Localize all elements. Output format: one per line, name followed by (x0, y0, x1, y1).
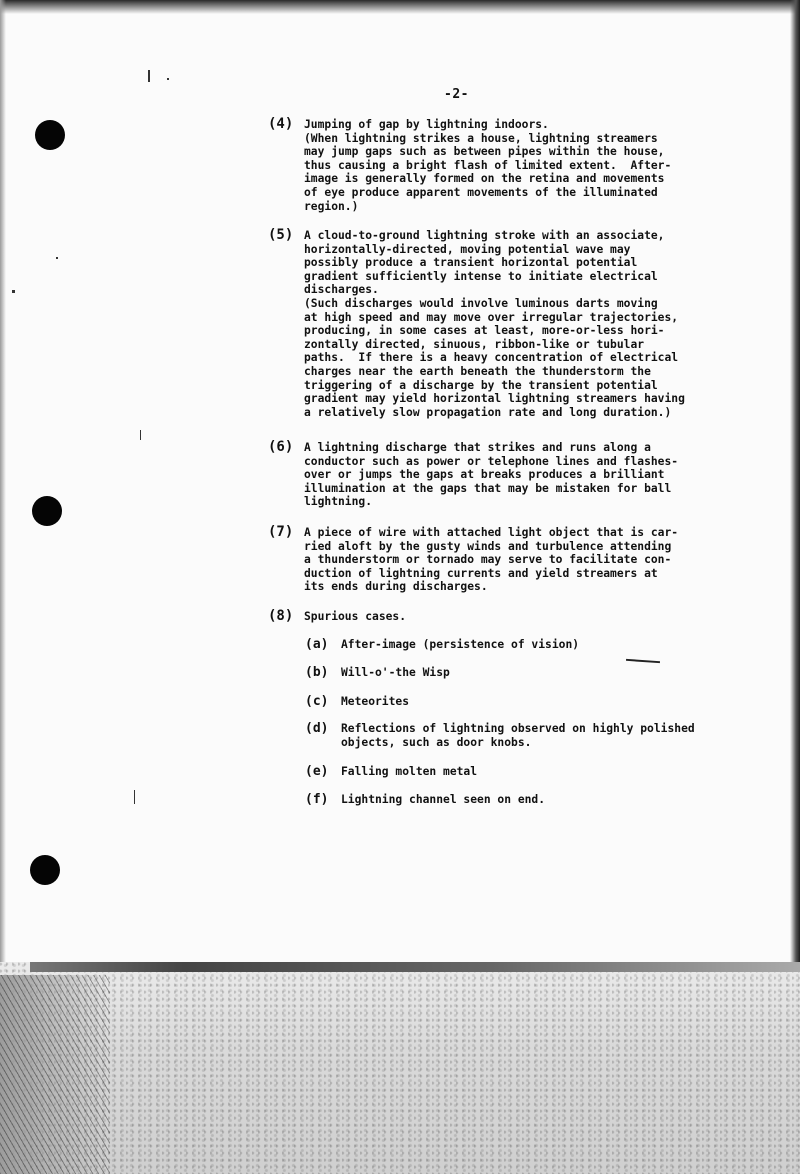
text-line: at high speed and may move over irregular trajectories, (304, 310, 679, 324)
text-line: Spurious cases. (304, 610, 407, 623)
text-line: a relatively slow propagation rate and long duration.) (304, 405, 672, 419)
punch-hole-bottom (30, 855, 60, 885)
scan-edge-top (0, 0, 800, 14)
scan-speck (12, 290, 15, 293)
text-line: Falling molten metal (341, 765, 478, 778)
text-line: conductor such as power or telephone lines and flashes- (304, 454, 679, 468)
text-line: After-image (persistence of vision) (341, 638, 580, 651)
sub-item-text (341, 722, 695, 749)
punch-hole-top (35, 120, 65, 150)
text-line: possibly produce a transient horizontal potential (304, 256, 638, 270)
scan-speck (148, 70, 150, 82)
text-line: zontally directed, sinuous, ribbon-like or tubular (304, 337, 645, 351)
text-line: Reflections of lightning observed on highly polished (341, 722, 695, 735)
sub-item-letter: (d) (305, 721, 329, 736)
sub-item-text (341, 638, 579, 652)
item-number: (6) (268, 439, 294, 455)
text-line: over or jumps the gaps at breaks produces a brilliant (304, 468, 665, 482)
text-line: A piece of wire with attached light object that is car- (304, 526, 679, 539)
sub-item-text (341, 695, 409, 709)
text-line: horizontally-directed, moving potential wave may (304, 242, 631, 256)
text-line: may jump gaps such as between pipes within the house, (304, 145, 665, 159)
text-line: Lightning channel seen on end. (341, 793, 546, 806)
text-line: triggering of a discharge by the transient potential (304, 378, 658, 392)
sub-item-text (341, 793, 545, 807)
sub-item-letter: (a) (305, 637, 329, 652)
sub-item-letter: (e) (305, 764, 329, 779)
text-line: ried aloft by the gusty winds and turbulence attending (304, 539, 672, 553)
scan-background-bottom (0, 962, 800, 1174)
item-number: (8) (268, 608, 294, 624)
item-number: (5) (268, 227, 294, 243)
text-line: thus causing a bright flash of limited extent. After- (304, 158, 672, 172)
text-line: a thunderstorm or tornado may serve to facilitate con- (304, 553, 672, 567)
sub-item-letter: (f) (305, 792, 329, 807)
item-number: (4) (268, 116, 294, 132)
text-line: producing, in some cases at least, more-or-less hori- (304, 324, 665, 338)
sub-item-letter: (b) (305, 665, 329, 680)
page-number: -2- (444, 87, 469, 102)
text-line: of eye produce apparent movements of the illuminated (304, 185, 658, 199)
text-line: Meteorites (341, 695, 410, 708)
item-text (304, 610, 406, 624)
scan-smudge (0, 975, 110, 1174)
text-line: its ends during discharges. (304, 580, 488, 594)
item-text (304, 118, 671, 213)
text-line: objects, such as door knobs. (341, 735, 532, 749)
text-line: gradient may yield horizontal lightning streamers having (304, 392, 685, 406)
text-line: A cloud-to-ground lightning stroke with an associate, (304, 229, 665, 242)
pen-mark (626, 659, 660, 663)
text-line: charges near the earth beneath the thunderstorm the (304, 364, 651, 378)
text-line: A lightning discharge that strikes and runs along a (304, 441, 651, 454)
text-line: Will-o'-the Wisp (341, 666, 450, 679)
text-line: duction of lightning currents and yield streamers at (304, 566, 658, 580)
item-text (304, 229, 685, 419)
scan-speck (134, 790, 135, 804)
text-line: image is generally formed on the retina and movements (304, 172, 665, 186)
punch-hole-middle (32, 496, 62, 526)
sub-item-text (341, 666, 450, 680)
text-line: illumination at the gaps that may be mistaken for ball (304, 481, 672, 495)
text-line: region.) (304, 199, 359, 213)
scan-speck (167, 78, 169, 80)
sub-item-letter: (c) (305, 694, 329, 709)
item-text (304, 526, 678, 594)
scan-speck (140, 430, 141, 440)
text-line: Jumping of gap by lightning indoors. (304, 118, 549, 131)
scan-edge-bar (30, 962, 800, 972)
text-line: (Such discharges would involve luminous darts moving (304, 296, 658, 310)
text-line: discharges. (304, 283, 379, 297)
text-line: gradient sufficiently intense to initiate electrical (304, 269, 658, 283)
text-line: (When lightning strikes a house, lightning streamers (304, 131, 658, 145)
item-text (304, 441, 678, 509)
scan-speck (56, 257, 58, 259)
text-line: lightning. (304, 495, 373, 509)
item-number: (7) (268, 524, 294, 540)
text-line: paths. If there is a heavy concentration of electrical (304, 351, 679, 365)
sub-item-text (341, 765, 477, 779)
